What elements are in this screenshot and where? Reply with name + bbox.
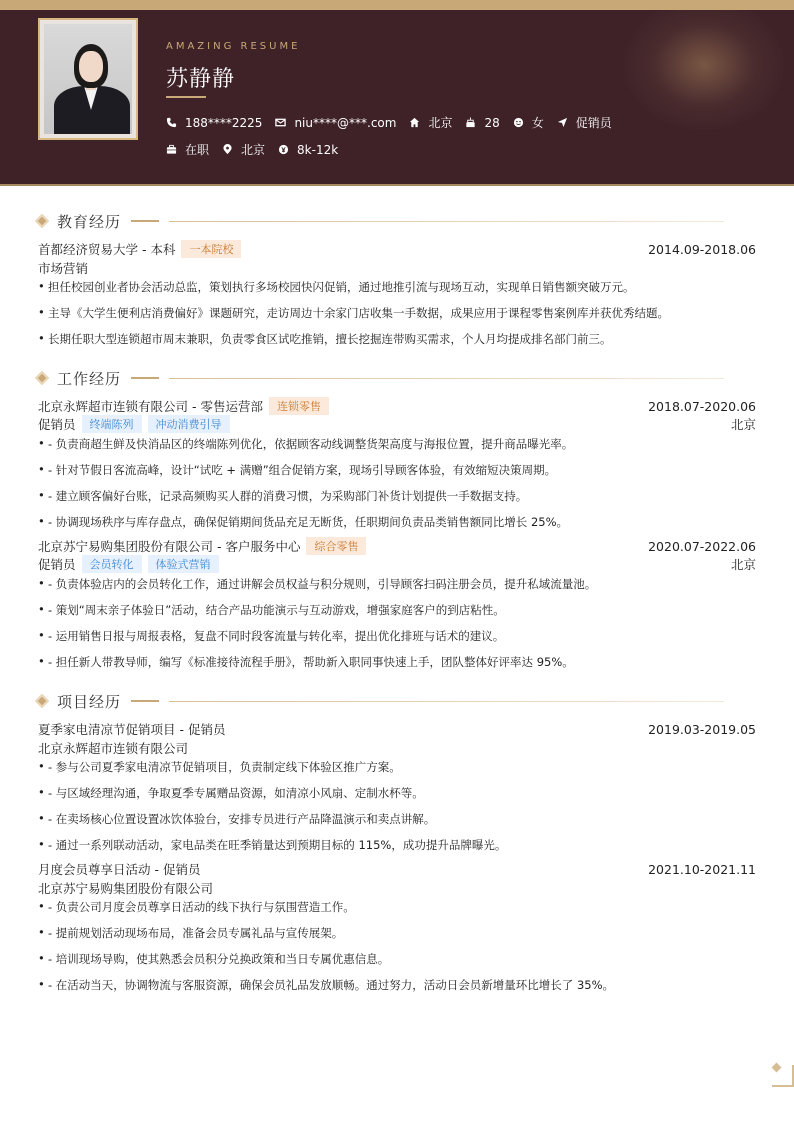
list-item: • - 参与公司夏季家电清凉节促销项目，负责制定线下体验区推广方案。: [38, 759, 401, 774]
job-city: 北京: [730, 557, 756, 572]
section-dash: [131, 377, 159, 379]
contact-info-row: [166, 114, 625, 131]
education-major: 市场营销: [38, 261, 89, 276]
age-item: [465, 116, 499, 130]
top-accent-bar: [0, 0, 794, 10]
job-role: 促销员: [38, 417, 76, 432]
list-item: • 担任校园创业者协会活动总监，策划执行多场校园快闪促销，通过地推引流与现场互动，实现单日销售额突破万元。: [38, 279, 635, 294]
target-position: 促销员: [575, 116, 612, 130]
education-entry-head: [38, 240, 756, 258]
position-item: [557, 114, 612, 131]
list-item: • - 策划“周末亲子体验日”活动，结合产品功能演示与互动游戏，增强家庭客户的到店粘性。: [38, 602, 505, 617]
list-item: • - 与区域经理沟通，争取夏季专属赠品资源，如清凉小风扇、定制水杯等。: [38, 785, 424, 800]
project-date: 2021.10-2021.11: [648, 861, 756, 877]
list-item: • - 在活动当天，协调物流与客服资源，确保会员礼品发放顺畅。通过努力，活动日会员新增量环比增长了 35%。: [38, 977, 615, 992]
section-line: [169, 221, 724, 222]
list-item: • - 担任新人带教导师，编写《标准接待流程手册》，帮助新入职同事快速上手，团队整体好评率达 95%。: [38, 654, 574, 669]
list-item: • - 针对节假日客流高峰，设计“试吃 + 满赠”组合促销方案，现场引导顾客体验，有效缩短决策周期。: [38, 462, 557, 477]
city-item: [222, 141, 265, 158]
education-section-title: [34, 211, 724, 231]
salary-icon: [278, 144, 289, 155]
header-glow-decoration: [624, 10, 784, 130]
list-item: • 主导《大学生便利店消费偏好》课题研究，走访周边十余家门店收集一手数据，成果应用于课程零售案例库并获优秀结题。: [38, 305, 669, 320]
send-icon: [557, 117, 568, 128]
industry-tag: 连锁零售: [269, 397, 329, 415]
phone-icon: [166, 117, 177, 128]
gender-text: 女: [531, 116, 544, 130]
home-icon: [409, 117, 420, 128]
list-item: • - 培训现场导购，使其熟悉会员积分兑换政策和当日专属优惠信息。: [38, 951, 390, 966]
profile-photo: [38, 18, 138, 140]
section-dash: [131, 220, 159, 222]
section-diamond-icon: [35, 214, 49, 228]
job-entry-head: [38, 397, 756, 415]
section-label: 项目经历: [57, 692, 122, 711]
email-address: niu****@***.com: [294, 115, 397, 130]
gender-item: [513, 114, 544, 131]
project-org: 北京苏宁易购集团股份有限公司: [38, 881, 214, 896]
hometown-item: [409, 114, 452, 131]
company-name: 北京永辉超市连锁有限公司 - 零售运营部: [38, 399, 263, 414]
email-item: [275, 116, 396, 130]
project-name: 月度会员尊享日活动 - 促销员: [38, 862, 201, 877]
status-item: [166, 141, 209, 158]
section-line: [169, 378, 724, 379]
briefcase-icon: [166, 144, 177, 155]
avatar: [44, 24, 132, 134]
salary-item: [278, 143, 338, 157]
project-org: 北京永辉超市连锁有限公司: [38, 741, 189, 756]
section-label: 教育经历: [57, 212, 122, 231]
list-item: • - 运用销售日报与周报表格，复盘不同时段客流量与转化率，提出优化排班与话术的建议。: [38, 628, 505, 643]
job-role-row: [38, 555, 756, 573]
job-date: 2018.07-2020.06: [648, 398, 756, 414]
age-text: 28: [484, 115, 500, 130]
section-line: [169, 701, 724, 702]
candidate-name: 苏静静: [166, 67, 236, 92]
section-diamond-icon: [35, 694, 49, 708]
location-icon: [222, 144, 233, 155]
phone-item: [166, 116, 262, 130]
list-item: • - 在卖场核心位置设置冰饮体验台，安排专员进行产品降温演示和卖点讲解。: [38, 811, 436, 826]
list-item: • - 通过一系列联动活动，家电品类在旺季销量达到预期目标的 115%，成功提升品牌曝光。: [38, 837, 507, 852]
list-item: • - 负责体验店内的会员转化工作，通过讲解会员权益与积分规则，引导顾客扫码注册会员，提升私域流量池。: [38, 576, 597, 591]
job-entry-head: [38, 537, 756, 555]
gender-icon: [513, 117, 524, 128]
resume-tagline: AMAZING RESUME: [166, 41, 301, 52]
cake-icon: [465, 117, 476, 128]
skill-tag: 冲动消费引导: [148, 415, 230, 433]
target-city: 北京: [241, 143, 266, 157]
section-diamond-icon: [35, 371, 49, 385]
industry-tag: 综合零售: [306, 537, 366, 555]
job-role-row: [38, 415, 756, 433]
list-item: • - 负责商超生鲜及快消品区的终端陈列优化，依据顾客动线调整货架高度与海报位置，提升商品曝光率。: [38, 436, 574, 451]
phone-number: 188****2225: [185, 115, 263, 130]
education-date: 2014.09-2018.06: [648, 241, 756, 257]
job-role: 促销员: [38, 557, 76, 572]
project-name: 夏季家电清凉节促销项目 - 促销员: [38, 722, 226, 737]
section-dash: [131, 700, 159, 702]
skill-tag: 终端陈列: [82, 415, 142, 433]
list-item: • - 协调现场秩序与库存盘点，确保促销期间货品充足无断货，任职期间负责品类销售额同比增长 25%。: [38, 514, 569, 529]
company-name: 北京苏宁易购集团股份有限公司 - 客户服务中心: [38, 539, 301, 554]
job-date: 2020.07-2022.06: [648, 538, 756, 554]
project-date: 2019.03-2019.05: [648, 721, 756, 737]
skill-tag: 体验式营销: [148, 555, 219, 573]
list-item: • - 建立顾客偏好台账，记录高频购买人群的消费习惯，为采购部门补货计划提供一手数据支持。: [38, 488, 528, 503]
project-section-title: [34, 691, 724, 711]
header-divider: [0, 184, 794, 186]
resume-header: [0, 10, 794, 186]
mail-icon: [275, 117, 286, 128]
job-city: 北京: [730, 417, 756, 432]
hometown-text: 北京: [428, 116, 453, 130]
school-name: 首都经济贸易大学 - 本科: [38, 242, 176, 257]
list-item: • - 负责公司月度会员尊享日活动的线下执行与氛围营造工作。: [38, 899, 355, 914]
expected-salary: 8k-12k: [297, 142, 339, 157]
list-item: • - 提前规划活动现场布局，准备会员专属礼品与宣传展架。: [38, 925, 344, 940]
project-entry-head: [38, 860, 756, 878]
skill-tag: 会员转化: [82, 555, 142, 573]
job-status: 在职: [185, 143, 210, 157]
status-info-row: [166, 141, 351, 158]
section-label: 工作经历: [57, 369, 122, 388]
corner-bracket-decoration: [772, 1065, 794, 1087]
work-section-title: [34, 368, 724, 388]
project-entry-head: [38, 720, 756, 738]
list-item: • 长期任职大型连锁超市周末兼职，负责零食区试吃推销，擅长挖掘连带购买需求，个人月均提成排名部门前三。: [38, 331, 612, 346]
name-underline: [166, 96, 206, 98]
school-tag: 一本院校: [181, 240, 241, 258]
